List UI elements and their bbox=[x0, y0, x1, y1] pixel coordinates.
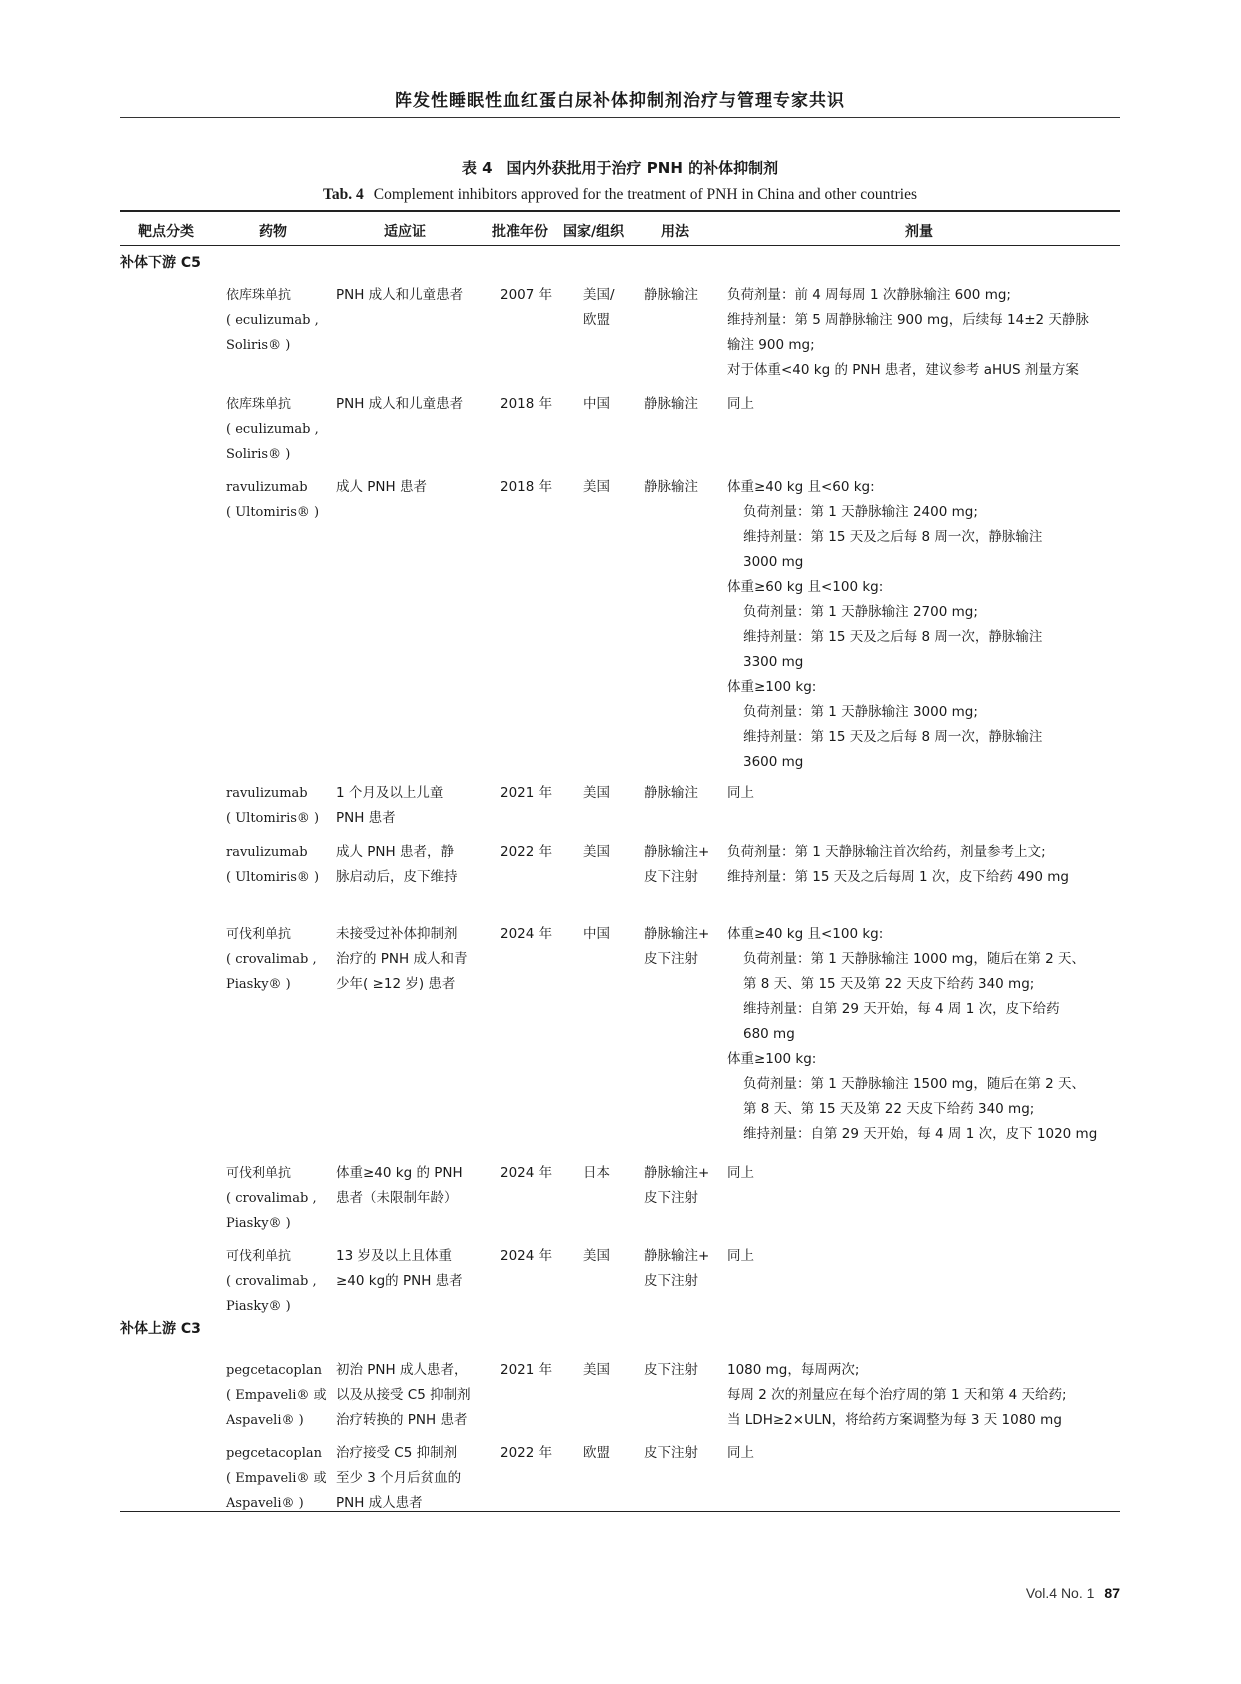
country-line: 欧盟 bbox=[583, 1445, 610, 1461]
drug-cell bbox=[226, 1244, 336, 1319]
table-label-en: Tab. 4 bbox=[322, 186, 364, 203]
drug-cell bbox=[226, 1441, 336, 1516]
dose-line: 负荷剂量：第 1 天静脉输注 3000 mg; bbox=[743, 704, 978, 720]
drug-name: pegcetacoplan bbox=[226, 1446, 322, 1461]
indication-line: 患者（未限制年龄） bbox=[336, 1190, 458, 1206]
drug-name: ravulizumab bbox=[226, 786, 308, 801]
drug-name: pegcetacoplan bbox=[226, 1363, 322, 1378]
col-header-country: 国家/组织 bbox=[563, 224, 625, 240]
drug-brand: Piasky® ) bbox=[226, 1299, 291, 1314]
country-line: 美国 bbox=[583, 1362, 610, 1378]
route-line: 皮下注射 bbox=[644, 1445, 698, 1461]
col-header-target: 靶点分类 bbox=[138, 224, 194, 240]
dose-line: 负荷剂量：第 1 天静脉输注 1500 mg，随后在第 2 天、 bbox=[743, 1076, 1086, 1092]
indication-line: 脉启动后，皮下维持 bbox=[336, 869, 458, 885]
year-cell: 2022 年 bbox=[500, 844, 553, 860]
dose-line: 同上 bbox=[727, 785, 754, 801]
indication-line: PNH 成人患者 bbox=[336, 1495, 423, 1511]
drug-inn: ( crovalimab , bbox=[226, 1191, 317, 1206]
country-line: 美国 bbox=[583, 844, 610, 860]
drug-inn: ( eculizumab , bbox=[226, 313, 319, 328]
route-line: 皮下注射 bbox=[644, 1190, 698, 1206]
drug-cell bbox=[226, 781, 336, 831]
country-line: 美国 bbox=[583, 1248, 610, 1264]
country-cell bbox=[583, 1244, 610, 1269]
dose-line: 每周 2 次的剂量应在每个治疗周的第 1 天和第 4 天给药; bbox=[727, 1387, 1067, 1403]
table-header-rule bbox=[120, 245, 1120, 246]
drug-inn: ( Ultomiris® ) bbox=[226, 505, 320, 520]
country-line: 中国 bbox=[583, 926, 610, 942]
col-header-dose: 剂量 bbox=[905, 224, 933, 240]
indication-cell bbox=[336, 1358, 486, 1433]
route-line: 静脉输注 bbox=[644, 396, 698, 412]
dose-line: 维持剂量：第 15 天及之后每 8 周一次，静脉输注 bbox=[743, 729, 1043, 745]
drug-cell bbox=[226, 840, 336, 890]
dose-line: 同上 bbox=[727, 1248, 754, 1264]
drug-cell bbox=[226, 922, 336, 997]
year-cell: 2024 年 bbox=[500, 926, 553, 942]
drug-inn: ( Empaveli® 或 bbox=[226, 1388, 327, 1403]
country-line: 美国 bbox=[583, 785, 610, 801]
table-title-en: Complement inhibitors approved for the treatment of PNH in China and other countries bbox=[373, 186, 918, 203]
drug-name: 可伐利单抗 bbox=[226, 1166, 292, 1181]
indication-line: 成人 PNH 患者，静 bbox=[336, 844, 454, 860]
table-label-zh: 表 4 bbox=[461, 159, 493, 177]
country-line: 中国 bbox=[583, 396, 610, 412]
dose-line: 维持剂量：第 5 周静脉输注 900 mg，后续每 14±2 天静脉 bbox=[727, 312, 1089, 328]
drug-cell bbox=[226, 1161, 336, 1236]
page-number: 87 bbox=[1104, 1585, 1120, 1601]
drug-cell bbox=[226, 283, 336, 358]
country-cell bbox=[583, 781, 610, 806]
drug-inn: ( Ultomiris® ) bbox=[226, 811, 320, 826]
year-cell: 2007 年 bbox=[500, 287, 553, 303]
country-cell bbox=[583, 840, 610, 865]
route-cell bbox=[644, 840, 709, 890]
route-cell bbox=[644, 1358, 698, 1383]
country-cell bbox=[583, 1358, 610, 1383]
dose-line: 维持剂量：自第 29 天开始，每 4 周 1 次，皮下 1020 mg bbox=[743, 1126, 1098, 1142]
drug-brand: Soliris® ) bbox=[226, 338, 291, 353]
dose-line: 负荷剂量：第 1 天静脉输注 2400 mg; bbox=[743, 504, 978, 520]
route-cell bbox=[644, 392, 698, 417]
route-line: 皮下注射 bbox=[644, 1362, 698, 1378]
dose-cell bbox=[727, 283, 1127, 383]
drug-brand: Piasky® ) bbox=[226, 1216, 291, 1231]
indication-line: 初治 PNH 成人患者， bbox=[336, 1362, 468, 1378]
route-line: 静脉输注+ bbox=[644, 1248, 710, 1264]
dose-line: 同上 bbox=[727, 1445, 754, 1461]
dose-line: 同上 bbox=[727, 396, 754, 412]
route-line: 静脉输注 bbox=[644, 287, 698, 303]
indication-cell bbox=[336, 840, 486, 890]
dose-cell bbox=[727, 781, 1127, 806]
col-header-indication: 适应证 bbox=[384, 224, 426, 240]
drug-cell bbox=[226, 392, 336, 467]
indication-cell bbox=[336, 1161, 486, 1211]
drug-cell bbox=[226, 1358, 336, 1433]
indication-line: 治疗的 PNH 成人和青 bbox=[336, 951, 468, 967]
dose-line: 体重≥40 kg 且<100 kg: bbox=[727, 926, 884, 942]
indication-line: 13 岁及以上且体重 bbox=[336, 1248, 452, 1264]
table-caption-en bbox=[120, 186, 1120, 204]
route-line: 皮下注射 bbox=[644, 869, 698, 885]
drug-inn: ( eculizumab , bbox=[226, 422, 319, 437]
drug-name: ravulizumab bbox=[226, 845, 308, 860]
indication-line: 至少 3 个月后贫血的 bbox=[336, 1470, 462, 1486]
dose-line: 输注 900 mg; bbox=[727, 337, 815, 353]
year-cell: 2018 年 bbox=[500, 396, 553, 412]
indication-line: ≥40 kg的 PNH 患者 bbox=[336, 1273, 463, 1289]
indication-line: 体重≥40 kg 的 PNH bbox=[336, 1165, 463, 1181]
drug-brand: Aspaveli® ) bbox=[226, 1413, 304, 1428]
country-cell bbox=[583, 1441, 610, 1466]
running-head: 阵发性睡眠性血红蛋白尿补体抑制剂治疗与管理专家共识 bbox=[395, 91, 845, 111]
indication-line: 1 个月及以上儿童 bbox=[336, 785, 444, 801]
table-title-zh: 国内外获批用于治疗 PNH 的补体抑制剂 bbox=[506, 159, 779, 177]
dose-cell bbox=[727, 1441, 1127, 1466]
route-cell bbox=[644, 1161, 709, 1211]
dose-cell bbox=[727, 1244, 1127, 1269]
dose-line: 维持剂量：自第 29 天开始，每 4 周 1 次，皮下给药 bbox=[743, 1001, 1060, 1017]
dose-line: 680 mg bbox=[743, 1026, 795, 1042]
route-line: 静脉输注 bbox=[644, 479, 698, 495]
indication-cell bbox=[336, 283, 486, 308]
dose-line: 体重≥100 kg: bbox=[727, 1051, 817, 1067]
drug-name: 可伐利单抗 bbox=[226, 1249, 292, 1264]
dose-cell bbox=[727, 840, 1127, 890]
indication-line: 治疗转换的 PNH 患者 bbox=[336, 1412, 468, 1428]
indication-line: 少年( ≥12 岁) 患者 bbox=[336, 976, 456, 992]
indication-cell bbox=[336, 1244, 486, 1294]
year-cell: 2022 年 bbox=[500, 1445, 553, 1461]
dose-line: 对于体重<40 kg 的 PNH 患者，建议参考 aHUS 剂量方案 bbox=[727, 362, 1079, 378]
year-cell: 2018 年 bbox=[500, 479, 553, 495]
route-line: 静脉输注+ bbox=[644, 926, 710, 942]
page-footer bbox=[1026, 1585, 1120, 1601]
indication-line: 成人 PNH 患者 bbox=[336, 479, 427, 495]
drug-inn: ( crovalimab , bbox=[226, 952, 317, 967]
country-cell bbox=[583, 1161, 610, 1186]
drug-brand: Piasky® ) bbox=[226, 977, 291, 992]
dose-line: 同上 bbox=[727, 1165, 754, 1181]
country-line: 美国 bbox=[583, 479, 610, 495]
indication-line: PNH 成人和儿童患者 bbox=[336, 396, 464, 412]
route-cell bbox=[644, 781, 698, 806]
header-divider bbox=[120, 117, 1120, 118]
drug-name: ravulizumab bbox=[226, 480, 308, 495]
dose-line: 维持剂量：第 15 天及之后每 8 周一次，静脉输注 bbox=[743, 529, 1043, 545]
country-cell bbox=[583, 283, 615, 333]
table-top-rule bbox=[120, 210, 1120, 212]
route-line: 皮下注射 bbox=[644, 951, 698, 967]
route-cell bbox=[644, 1441, 698, 1466]
year-cell: 2024 年 bbox=[500, 1248, 553, 1264]
indication-cell bbox=[336, 922, 486, 997]
drug-name: 依库珠单抗 bbox=[226, 288, 292, 303]
indication-cell bbox=[336, 1441, 486, 1516]
country-cell bbox=[583, 475, 610, 500]
route-cell bbox=[644, 1244, 709, 1294]
dose-line: 3000 mg bbox=[743, 554, 804, 570]
indication-cell bbox=[336, 475, 486, 500]
indication-cell bbox=[336, 781, 486, 831]
dose-cell bbox=[727, 922, 1127, 1147]
dose-cell bbox=[727, 1358, 1127, 1433]
dose-line: 体重≥60 kg 且<100 kg: bbox=[727, 579, 884, 595]
indication-line: PNH 患者 bbox=[336, 810, 396, 826]
dose-line: 第 8 天、第 15 天及第 22 天皮下给药 340 mg; bbox=[743, 976, 1035, 992]
dose-line: 负荷剂量：第 1 天静脉输注 2700 mg; bbox=[743, 604, 978, 620]
table-bottom-rule bbox=[120, 1511, 1120, 1512]
dose-line: 维持剂量：第 15 天及之后每周 1 次，皮下给药 490 mg bbox=[727, 869, 1070, 885]
dose-line: 体重≥40 kg 且<60 kg: bbox=[727, 479, 875, 495]
dose-line: 第 8 天、第 15 天及第 22 天皮下给药 340 mg; bbox=[743, 1101, 1035, 1117]
drug-inn: ( Empaveli® 或 bbox=[226, 1471, 327, 1486]
drug-cell bbox=[226, 475, 336, 525]
dose-cell bbox=[727, 475, 1127, 775]
indication-line: 治疗接受 C5 抑制剂 bbox=[336, 1445, 458, 1461]
col-header-route: 用法 bbox=[661, 224, 689, 240]
route-line: 皮下注射 bbox=[644, 1273, 698, 1289]
col-header-year: 批准年份 bbox=[492, 224, 548, 240]
dose-line: 3300 mg bbox=[743, 654, 804, 670]
dose-line: 体重≥100 kg: bbox=[727, 679, 817, 695]
route-cell bbox=[644, 475, 698, 500]
country-line: 日本 bbox=[583, 1165, 610, 1181]
indication-line: 未接受过补体抑制剂 bbox=[336, 926, 458, 942]
dose-line: 3600 mg bbox=[743, 754, 804, 770]
route-line: 静脉输注 bbox=[644, 785, 698, 801]
drug-name: 可伐利单抗 bbox=[226, 927, 292, 942]
dose-line: 1080 mg，每周两次; bbox=[727, 1362, 860, 1378]
indication-line: PNH 成人和儿童患者 bbox=[336, 287, 464, 303]
group-label-c5: 补体下游 C5 bbox=[120, 255, 201, 271]
route-line: 静脉输注+ bbox=[644, 844, 710, 860]
year-cell: 2021 年 bbox=[500, 785, 553, 801]
indication-cell bbox=[336, 392, 486, 417]
country-line: 欧盟 bbox=[583, 312, 610, 328]
drug-inn: ( crovalimab , bbox=[226, 1274, 317, 1289]
journal-volume: Vol.4 No. 1 bbox=[1025, 1585, 1095, 1601]
year-cell: 2021 年 bbox=[500, 1362, 553, 1378]
country-cell bbox=[583, 392, 610, 417]
table-caption-zh bbox=[120, 157, 1120, 178]
drug-name: 依库珠单抗 bbox=[226, 397, 292, 412]
drug-inn: ( Ultomiris® ) bbox=[226, 870, 320, 885]
drug-brand: Soliris® ) bbox=[226, 447, 291, 462]
dose-line: 维持剂量：第 15 天及之后每 8 周一次，静脉输注 bbox=[743, 629, 1043, 645]
dose-cell bbox=[727, 392, 1127, 417]
country-cell bbox=[583, 922, 610, 947]
year-cell: 2024 年 bbox=[500, 1165, 553, 1181]
drug-brand: Aspaveli® ) bbox=[226, 1496, 304, 1511]
route-cell bbox=[644, 283, 698, 308]
dose-line: 当 LDH≥2×ULN，将给药方案调整为每 3 天 1080 mg bbox=[727, 1412, 1062, 1428]
route-cell bbox=[644, 922, 709, 972]
dose-line: 负荷剂量：前 4 周每周 1 次静脉输注 600 mg; bbox=[727, 287, 1011, 303]
col-header-drug: 药物 bbox=[259, 224, 287, 240]
dose-line: 负荷剂量：第 1 天静脉输注首次给药，剂量参考上文; bbox=[727, 844, 1046, 860]
route-line: 静脉输注+ bbox=[644, 1165, 710, 1181]
dose-cell bbox=[727, 1161, 1127, 1186]
dose-line: 负荷剂量：第 1 天静脉输注 1000 mg，随后在第 2 天、 bbox=[743, 951, 1086, 967]
group-label-c3: 补体上游 C3 bbox=[120, 1321, 201, 1337]
country-line: 美国/ bbox=[583, 287, 615, 303]
indication-line: 以及从接受 C5 抑制剂 bbox=[336, 1387, 471, 1403]
